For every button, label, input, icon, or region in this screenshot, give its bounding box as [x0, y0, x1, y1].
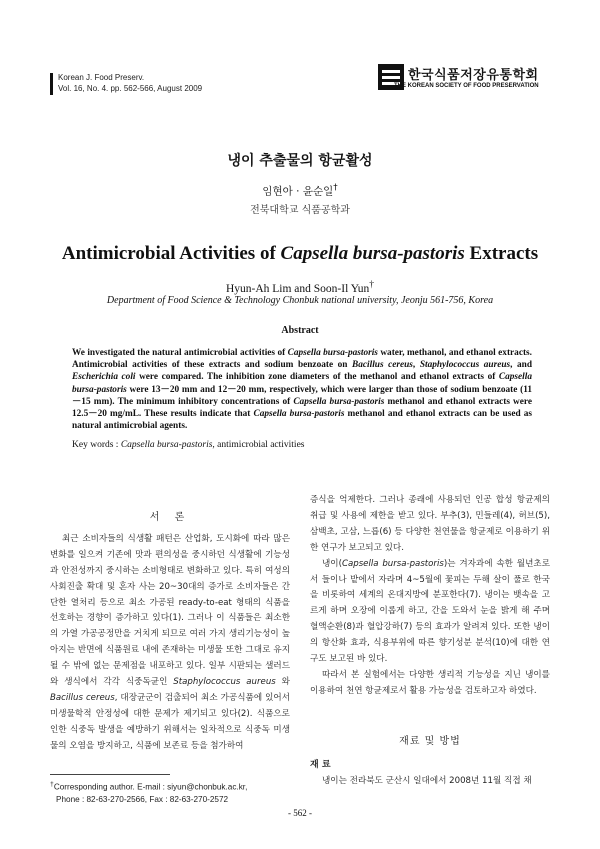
- abstract-text: methanol and ethanol extracts can be used as natural antimicrobial agents.: [72, 409, 532, 432]
- footnote: [50, 779, 247, 806]
- right-column: [310, 493, 550, 790]
- species-name: Capsella bursa-pastoris: [72, 372, 532, 395]
- abstract-text: We investigated the natural antimicrobial activities of: [72, 348, 288, 358]
- journal-bar: [50, 73, 53, 95]
- methods-heading: 재료 및 방법: [399, 735, 461, 747]
- species-name: Capsella bursa-pastoris: [341, 558, 444, 569]
- keyword-species: Capsella bursa-pastoris: [120, 440, 213, 450]
- abstract-heading: Abstract: [281, 325, 319, 336]
- title-english-post: Extracts: [464, 243, 539, 264]
- authors-english-names: Hyun-Ah Lim and Soon-Il Yun: [225, 282, 370, 295]
- title-korean: 냉이 추출물의 항균활성: [227, 153, 373, 169]
- footnote-line-1: [50, 779, 247, 794]
- species-name: Staphylococcus aureus: [419, 360, 511, 371]
- abstract-text: were 13－20 mm and 12－20 mm, respectively, which were larger than those of sodium benzoate (11－15 mm). The minimum inhibitory concentrations of: [72, 384, 532, 407]
- paragraph-text: , 대장균군이 검출되어 최소 가공식품에 있어서 미생물학적 안정성에 대한 문제가 제기되고 있다(2). 식품으로 인한 식중독 발생을 예방하기 위해서는 일차적으로 식중독 미생물의 오염을 방지하고, 식품에 보존료 등을 첨가하여: [50, 692, 290, 751]
- society-header: [394, 64, 598, 94]
- intro-paragraph: [50, 532, 290, 755]
- species-name: Capsella bursa-pastoris: [293, 396, 385, 407]
- journal-reference: [58, 72, 202, 94]
- keywords-label: Key words :: [72, 440, 121, 450]
- abstract-body: [72, 347, 532, 432]
- paragraph-text: )는 겨자과에 속한 월년초로서 들이나 밭에서 자라며 4~5월에 꽃피는 두해 살이 풀로 한국을 비롯하여 세계의 온대지방에 분포한다(7). 냉이는 뱃속을 고르게 하며 오장에 이롭게 하고, 간을 도와서 눈을 밝게 해 주며 혈액순환(8)과 혈압강하(7) 등의 효과가 알려져 있다. 또한 냉이의 항산화 효과, 식용부위에 따른 향기성분 분석(10)에 대한 연구도 보고된 바 있다.: [310, 558, 551, 665]
- abstract-text: ,: [412, 360, 420, 371]
- keywords-rest: , antimicrobial activities: [212, 440, 305, 450]
- footnote-mark: †: [50, 781, 54, 788]
- species-name: Bacillus cereus: [50, 692, 115, 703]
- title-english-pre: Antimicrobial Activities of: [61, 243, 281, 264]
- species-name: Staphylococcus aureus: [173, 677, 276, 688]
- intro-paragraph-2: [310, 557, 550, 668]
- corresponding-mark: †: [333, 183, 338, 193]
- society-name-en: THE KOREAN SOCIETY OF FOOD PRESERVATION: [394, 83, 539, 89]
- abstract-text: methanol and ethanol extracts were 12.5－20 mg/mL. These results indicate that: [72, 396, 532, 420]
- species-name: Bacillus cereus: [352, 360, 413, 371]
- authors-korean: [0, 183, 600, 199]
- paragraph-text: 와: [275, 677, 290, 688]
- page-number: - 562 -: [288, 808, 312, 818]
- footnote-email: Corresponding author. E-mail : siyun@chonbuk.ac.kr,: [53, 782, 248, 792]
- species-name: Escherichia coli: [72, 372, 136, 383]
- footnote-rule: [50, 774, 170, 775]
- affiliation-korean: 전북대학교 식품공학과: [250, 205, 350, 216]
- society-name-kr: 한국식품저장유통학회: [408, 68, 539, 83]
- species-name: Capsella bursa-pastoris: [253, 409, 345, 420]
- corresponding-mark-en: †: [369, 279, 375, 290]
- paragraph-text: 최근 소비자들의 식생활 패턴은 산업화, 도시화에 따라 많은 변화를 일으켜 기존에 맛과 편의성을 중시하던 식생활에 기능성과 안전성까지 중시하는 소비형태로 변화하고 있다. 특히 여성의 사회진출 확대 및 혼자 사는 20~30대의 증가로 소비자들은 간단한 열처리 등으로 최소 가공된 ready-to-eat 형태의 식품을 선호하는 경향이 증가하고 있다(1). 그러나 이 식품들은 최소한의 가열 가공공정만을 거치게 되므로 여러 가지 생리기능성이 높아지는 반면에 식품원료 내에 존재하는 미생물 또한 그대로 유지될 수 밖에 없는 문제점을 내포하고 있다. 일부 시판되는 샐러드와 생식에서 각각 식중독균인: [50, 533, 290, 688]
- abstract-text: , and: [510, 360, 533, 371]
- methods-paragraph: 냉이는 전라북도 군산시 일대에서 2008년 11월 직접 채: [322, 775, 532, 786]
- intro-paragraph-cont: 증식을 억제한다. 그러나 종래에 사용되던 인공 합성 항균제의 취급 및 사용에 제한을 받고 있다. 부추(3), 민들레(4), 허브(5), 삼백초, 고삼, 느릅(6) 등 다양한 천연물을 항균제로 이용하기 위한 연구가 보고되고 있다.: [310, 495, 550, 553]
- authors-korean-names: 임현아 · 윤순일: [262, 185, 334, 198]
- species-name: Capsella bursa-pastoris: [287, 348, 378, 358]
- paragraph-text: 냉이(: [322, 558, 342, 569]
- title-english-species: Capsella bursa-pastoris: [280, 243, 465, 264]
- footnote-line-2: Phone : 82-63-270-2566, Fax : 82-63-270-2572: [56, 794, 229, 804]
- journal-name: Korean J. Food Preserv.: [58, 73, 145, 82]
- abstract-text: were compared. The inhibition zone diameters of the methanol and ethanol extracts of: [135, 372, 499, 383]
- left-column: [50, 510, 290, 755]
- journal-volume: Vol. 16, No. 4. pp. 562-566, August 2009: [58, 84, 203, 93]
- abstract-text: water, methanol, and ethanol extracts. Antimicrobial activities of these extracts and sodium benzoate on: [72, 348, 532, 371]
- intro-heading: 서 론: [149, 512, 191, 523]
- affiliation-english: Department of Food Science & Technology Chonbuk national university, Jeonju 561-756, Korea: [106, 295, 494, 306]
- materials-subheading: 재 료: [310, 759, 331, 770]
- authors-english: [0, 279, 600, 295]
- intro-paragraph-3: 따라서 본 실험에서는 다양한 생리적 기능성을 지닌 냉이를 이용하여 천연 항균제로서 활용 가능성을 검토하고자 하였다.: [310, 669, 550, 696]
- keywords: [72, 440, 532, 450]
- title-english: [0, 243, 600, 265]
